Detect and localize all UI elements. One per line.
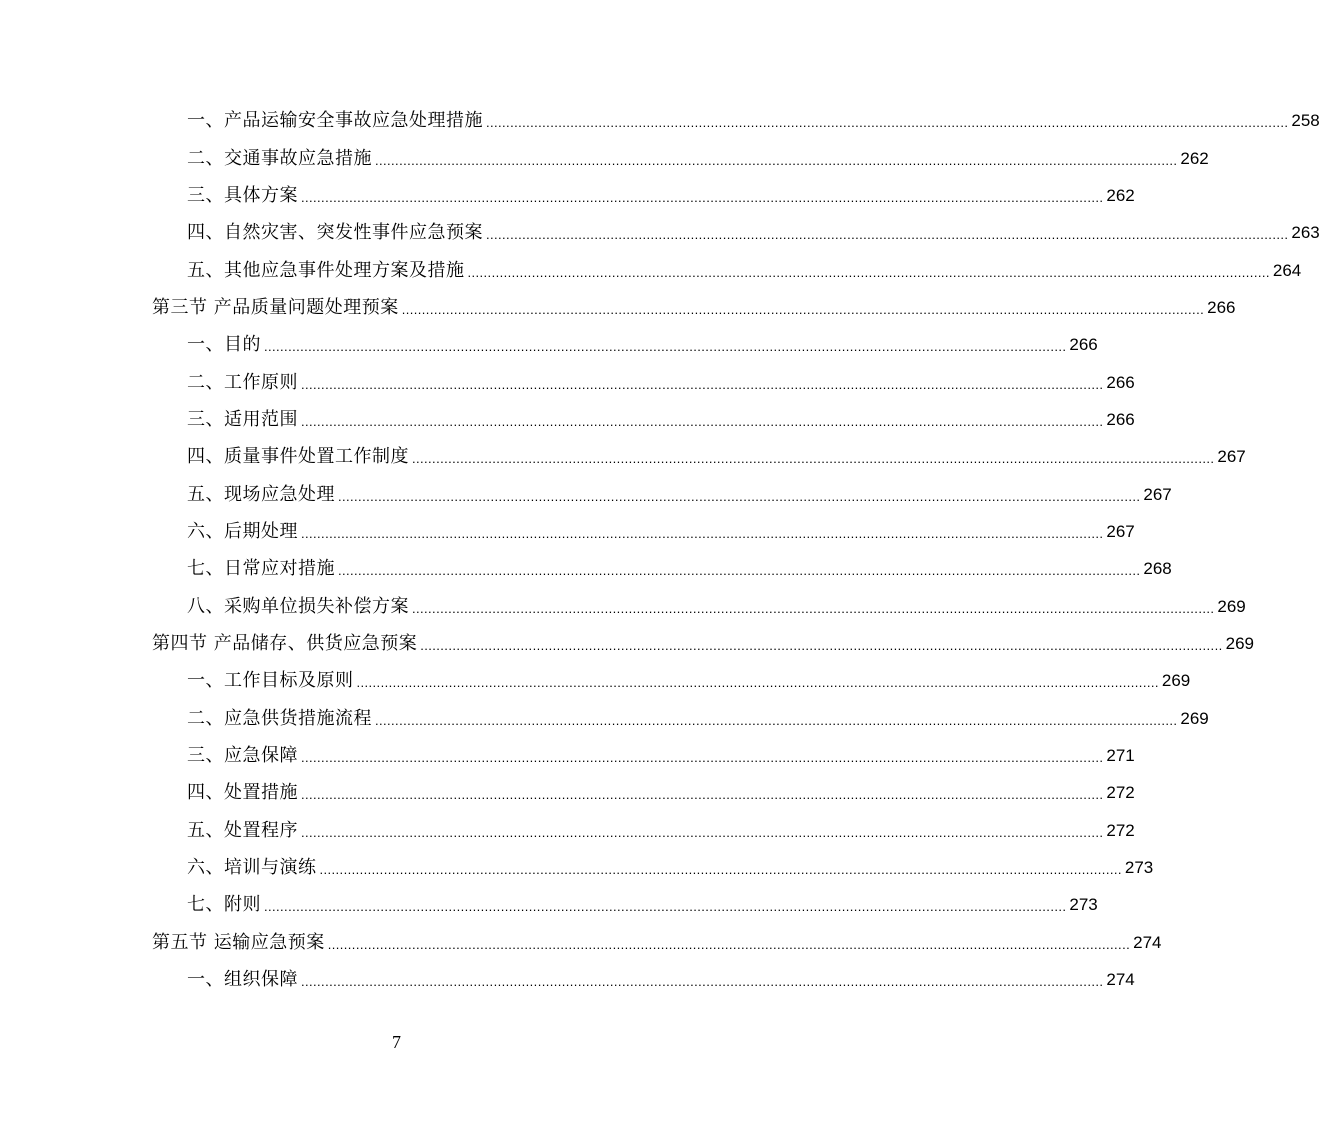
toc-entry[interactable]	[152, 698, 1209, 735]
toc-entry-title: 五、处置程序	[187, 819, 298, 841]
toc-entry-page: 274	[1133, 932, 1162, 952]
table-of-contents	[152, 101, 1320, 997]
toc-dot-leader: ........................................................................................................................................................................................................	[319, 861, 1122, 877]
toc-entry-page: 266	[1207, 297, 1236, 317]
toc-entry[interactable]	[152, 848, 1154, 885]
toc-entry-title: 二、交通事故应急措施	[187, 147, 372, 169]
toc-entry-page: 266	[1106, 409, 1135, 429]
toc-entry-title: 二、工作原则	[187, 371, 298, 393]
toc-dot-leader: ........................................................................................................................................................................................................	[420, 637, 1223, 653]
toc-entry[interactable]	[152, 250, 1302, 287]
toc-entry[interactable]	[152, 138, 1209, 175]
toc-dot-leader: ........................................................................................................................................................................................................	[301, 413, 1104, 429]
toc-entry-title: 一、目的	[187, 334, 261, 356]
toc-entry-page: 262	[1106, 185, 1135, 205]
toc-entry-page: 273	[1069, 895, 1098, 915]
toc-entry-title: 三、具体方案	[187, 184, 298, 206]
toc-entry-title: 五、其他应急事件处理方案及措施	[187, 259, 465, 281]
toc-dot-leader: ........................................................................................................................................................................................................	[356, 675, 1159, 691]
toc-entry-title: 五、现场应急处理	[187, 483, 335, 505]
toc-entry[interactable]	[152, 325, 1098, 362]
toc-dot-leader: ........................................................................................................................................................................................................	[338, 563, 1141, 579]
toc-entry-page: 267	[1106, 521, 1135, 541]
toc-entry-page: 267	[1143, 484, 1172, 504]
toc-dot-leader: ........................................................................................................................................................................................................	[412, 600, 1215, 616]
toc-entry-title: 四、处置措施	[187, 782, 298, 804]
toc-entry-title: 第五节 运输应急预案	[152, 931, 325, 953]
toc-entry[interactable]	[152, 101, 1320, 138]
toc-entry-page: 258	[1291, 111, 1320, 131]
toc-entry-page: 272	[1106, 820, 1135, 840]
toc-dot-leader: ........................................................................................................................................................................................................	[486, 115, 1289, 131]
toc-entry[interactable]	[152, 736, 1135, 773]
toc-entry-page: 274	[1106, 969, 1135, 989]
toc-entry-title: 二、应急供货措施流程	[187, 707, 372, 729]
toc-entry[interactable]	[152, 586, 1246, 623]
toc-entry-title: 四、质量事件处置工作制度	[187, 446, 409, 468]
toc-entry[interactable]	[152, 176, 1135, 213]
toc-section-entry[interactable]	[152, 624, 1254, 661]
toc-dot-leader: ........................................................................................................................................................................................................	[264, 339, 1067, 355]
toc-dot-leader: ........................................................................................................................................................................................................	[338, 488, 1141, 504]
toc-dot-leader: ........................................................................................................................................................................................................	[301, 749, 1104, 765]
toc-dot-leader: ........................................................................................................................................................................................................	[301, 525, 1104, 541]
toc-dot-leader: ........................................................................................................................................................................................................	[375, 152, 1178, 168]
toc-dot-leader: ........................................................................................................................................................................................................	[264, 899, 1067, 915]
toc-entry-title: 四、自然灾害、突发性事件应急预案	[187, 222, 483, 244]
toc-entry-page: 266	[1069, 335, 1098, 355]
toc-dot-leader: ........................................................................................................................................................................................................	[401, 301, 1205, 317]
toc-entry-page: 271	[1106, 745, 1135, 765]
toc-dot-leader: ........................................................................................................................................................................................................	[486, 227, 1289, 243]
toc-entry-page: 273	[1124, 857, 1154, 877]
toc-entry-title: 六、后期处理	[187, 520, 298, 542]
toc-entry[interactable]	[152, 213, 1320, 250]
toc-entry[interactable]	[152, 512, 1135, 549]
toc-entry-page: 264	[1272, 260, 1302, 280]
toc-entry-title: 一、工作目标及原则	[187, 670, 354, 692]
toc-entry-page: 262	[1180, 148, 1209, 168]
toc-dot-leader: ........................................................................................................................................................................................................	[467, 264, 1270, 280]
toc-entry[interactable]	[152, 474, 1172, 511]
toc-section-entry[interactable]	[152, 922, 1162, 959]
toc-entry[interactable]	[152, 549, 1172, 586]
toc-section-entry[interactable]	[152, 288, 1236, 325]
toc-entry-title: 三、应急保障	[187, 744, 298, 766]
toc-entry-title: 一、产品运输安全事故应急处理措施	[187, 110, 483, 132]
toc-entry[interactable]	[152, 885, 1098, 922]
toc-entry-page: 267	[1217, 447, 1246, 467]
toc-dot-leader: ........................................................................................................................................................................................................	[301, 189, 1104, 205]
toc-entry-title: 八、采购单位损失补偿方案	[187, 595, 409, 617]
toc-entry[interactable]	[152, 810, 1135, 847]
toc-entry-page: 266	[1106, 372, 1135, 392]
toc-entry-title: 七、日常应对措施	[187, 558, 335, 580]
toc-entry[interactable]	[152, 437, 1246, 474]
toc-entry-title: 第四节 产品储存、供货应急预案	[152, 632, 418, 654]
toc-entry-title: 六、培训与演练	[187, 856, 317, 878]
toc-entry-page: 268	[1143, 559, 1172, 579]
toc-dot-leader: ........................................................................................................................................................................................................	[301, 787, 1104, 803]
toc-dot-leader: ........................................................................................................................................................................................................	[412, 451, 1215, 467]
toc-entry[interactable]	[152, 400, 1135, 437]
toc-dot-leader: ........................................................................................................................................................................................................	[301, 824, 1104, 840]
toc-dot-leader: ........................................................................................................................................................................................................	[301, 376, 1104, 392]
toc-dot-leader: ........................................................................................................................................................................................................	[301, 973, 1104, 989]
toc-entry-title: 第三节 产品质量问题处理预案	[152, 296, 399, 318]
toc-entry-title: 一、组织保障	[187, 968, 298, 990]
toc-entry-page: 269	[1225, 633, 1254, 653]
toc-entry-title: 七、附则	[187, 894, 261, 916]
toc-dot-leader: ........................................................................................................................................................................................................	[375, 712, 1178, 728]
toc-entry-page: 269	[1161, 671, 1191, 691]
toc-entry-page: 269	[1180, 708, 1209, 728]
toc-entry[interactable]	[152, 773, 1135, 810]
toc-entry-page: 272	[1106, 783, 1135, 803]
toc-entry-page: 263	[1291, 223, 1320, 243]
toc-dot-leader: ........................................................................................................................................................................................................	[327, 936, 1131, 952]
toc-entry[interactable]	[152, 661, 1191, 698]
toc-entry[interactable]	[152, 362, 1135, 399]
toc-entry[interactable]	[152, 960, 1135, 997]
toc-entry-page: 269	[1217, 596, 1246, 616]
toc-entry-title: 三、适用范围	[187, 408, 298, 430]
page-number: 7	[392, 1032, 401, 1052]
